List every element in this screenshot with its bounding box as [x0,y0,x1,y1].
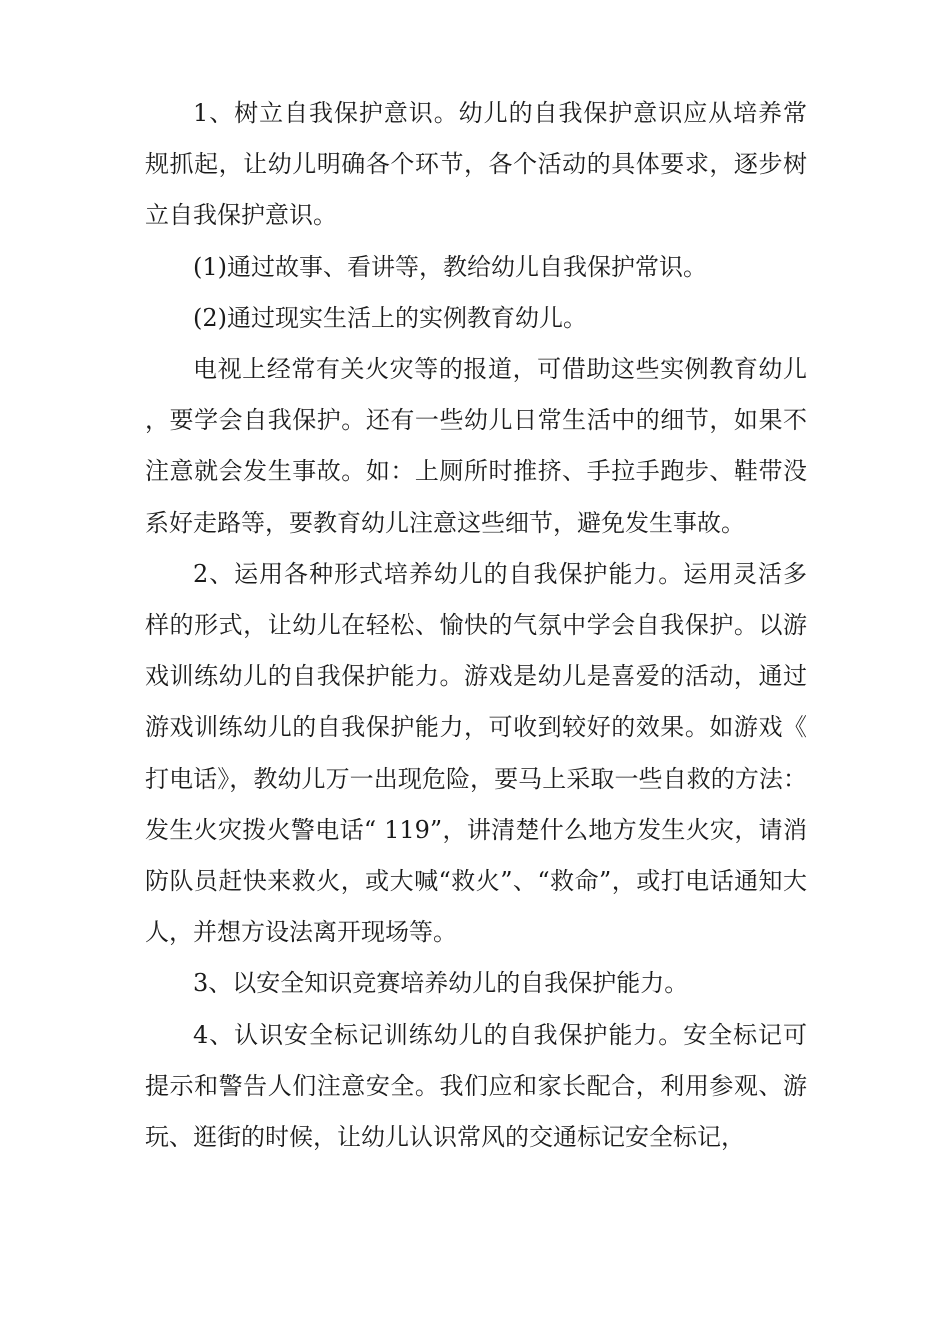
document-page [145,88,807,1163]
paragraph-6: 3、以安全知识竞赛培养幼儿的自我保护能力。 [193,969,689,998]
paragraph-1: 1、树立自我保护意识。幼儿的自我保护意识应从培养常规抓起，让幼儿明确各个环节，各个活动的具体要求，逐步树立自我保护意识。 [145,99,807,230]
paragraph-3: (2)通过现实生活上的实例教育幼儿。 [193,303,587,332]
paragraph-5: 2、运用各种形式培养幼儿的自我保护能力。运用灵活多样的形式，让幼儿在轻松、愉快的气氛中学会自我保护。以游戏训练幼儿的自我保护能力。游戏是幼儿是喜爱的活动，通过游戏训练幼儿的自我保护能力，可收到较好的效果。如游戏《打电话》，教幼儿万一出现危险，要马上采取一些自救的方法：发生火灾拨火警电话“ 119”，讲清楚什么地方发生火灾，请消防队员赶快来救火，或大喊“救火”、“救命”，或打电话通知大人，并想方设法离开现场等。 [145,559,807,947]
paragraph-4: 电视上经常有关火灾等的报道，可借助这些实例教育幼儿，要学会自我保护。还有一些幼儿日常生活中的细节，如果不注意就会发生事故。如：上厕所时推挤、手拉手跑步、鞋带没系好走路等，要教育幼儿注意这些细节，避免发生事故。 [145,355,807,537]
paragraph-2: (1)通过故事、看讲等，教给幼儿自我保护常识。 [193,252,707,281]
paragraph-7: 4、认识安全标记训练幼儿的自我保护能力。安全标记可提示和警告人们注意安全。我们应和家长配合，利用参观、游玩、逛街的时候，让幼儿认识常风的交通标记安全标记， [145,1020,807,1152]
